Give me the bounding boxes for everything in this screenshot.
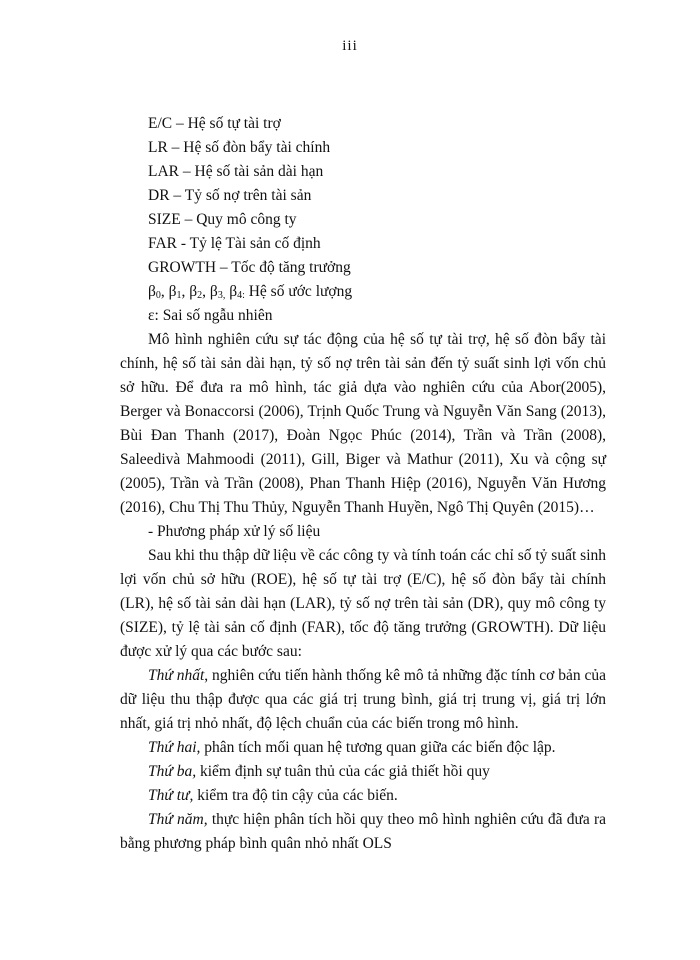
step-label: Thứ nhất bbox=[148, 667, 205, 684]
step-text: kiểm định sự tuân thủ của các giả thiết hồi quy bbox=[196, 763, 490, 780]
definition-item: FAR - Tỷ lệ Tài sản cố định bbox=[148, 235, 321, 252]
step-paragraph bbox=[120, 736, 606, 760]
method-heading: - Phương pháp xử lý số liệu bbox=[148, 523, 321, 540]
variable-definitions bbox=[120, 112, 606, 328]
beta-symbol: β bbox=[189, 283, 198, 300]
document-body bbox=[120, 112, 606, 856]
step-paragraph bbox=[120, 808, 606, 856]
beta-subscript: 3, bbox=[217, 290, 226, 301]
definition-item: DR – Tỷ số nợ trên tài sản bbox=[148, 187, 312, 204]
beta-symbol: β bbox=[148, 283, 156, 300]
beta-subscript: 2 bbox=[197, 290, 203, 301]
definition-item: GROWTH – Tốc độ tăng trưởng bbox=[148, 259, 351, 276]
beta-symbol: β bbox=[168, 283, 177, 300]
method-paragraph: Sau khi thu thập dữ liệu về các công ty và tính toán các chỉ số tỷ suất sinh lợi vốn chủ sở hữu (ROE), hệ số tự tài trợ (E/C), hệ số đòn bẩy tài chính (LR), hệ số tài sản dài hạn (LAR), tỷ số nợ trên tài sản (DR), quy mô công ty (SIZE), tỷ lệ tài sản cố định (FAR), tốc độ tăng trưởng (GROWTH). Dữ liệu được xử lý qua các bước sau: bbox=[120, 547, 606, 660]
step-text: , nghiên cứu tiến hành thống kê mô tả những đặc tính cơ bản của dữ liệu thu thập được qua các giá trị trung bình, giá trị trung vị, giá trị lớn nhất, giá trị nhỏ nhất, độ lệch chuẩn của các biến trong mô hình. bbox=[120, 667, 606, 732]
step-paragraph bbox=[120, 664, 606, 736]
beta-subscript: 0 bbox=[155, 290, 161, 301]
definition-item: LR – Hệ số đòn bẩy tài chính bbox=[148, 139, 331, 156]
step-paragraph bbox=[120, 760, 606, 784]
beta-symbol: β bbox=[229, 283, 238, 300]
step-label: Thứ hai, bbox=[148, 739, 201, 756]
definition-item: E/C – Hệ số tự tài trợ bbox=[148, 115, 281, 132]
beta-symbol: β bbox=[209, 283, 218, 300]
step-text: kiểm tra độ tin cậy của các biến. bbox=[193, 787, 398, 804]
page-number: iii bbox=[342, 38, 358, 54]
definition-item: SIZE – Quy mô công ty bbox=[148, 211, 297, 228]
step-label: Thứ năm, bbox=[148, 811, 208, 828]
error-term: ε: Sai số ngẫu nhiên bbox=[148, 307, 273, 324]
step-paragraph bbox=[120, 784, 606, 808]
model-paragraph: Mô hình nghiên cứu sự tác động của hệ số tự tài trợ, hệ số đòn bẩy tài chính, hệ số tài sản dài hạn, tỷ số nợ trên tài sản đến tỷ suất sinh lợi vốn chủ sở hữu. Để đưa ra mô hình, tác giả dựa vào nghiên cứu của Abor(2005), Berger và Bonaccorsi (2006), Trịnh Quốc Trung và Nguyễn Văn Sang (2013), Bùi Đan Thanh (2017), Đoàn Ngọc Phúc (2014), Trần và Trần (2008), Saleedivà Mahmoodi (2011), Gill, Biger và Mathur (2011), Xu và cộng sự (2005), Trần và Trần (2008), Phan Thanh Hiệp (2016), Nguyễn Văn Hương (2016), Chu Thị Thu Thủy, Nguyễn Thanh Huyền, Ngô Thị Quyên (2015)… bbox=[120, 331, 606, 516]
beta-subscript: 1 bbox=[176, 290, 182, 301]
step-text: thực hiện phân tích hồi quy theo mô hình nghiên cứu đã đưa ra bằng phương pháp bình quân nhỏ nhất OLS bbox=[120, 811, 606, 852]
step-label: Thứ ba, bbox=[148, 763, 197, 780]
coefficients-label: Hệ số ước lượng bbox=[248, 283, 353, 300]
coefficients-line: $\beta_0$, $\beta_1$, $\beta_2$, $\beta_{3,}$ $\beta_{4:}$ Hệ số ước lượng bbox=[148, 283, 353, 301]
step-label: Thứ tư, bbox=[148, 787, 194, 804]
definition-item: LAR – Hệ số tài sản dài hạn bbox=[148, 163, 324, 180]
step-text: phân tích mối quan hệ tương quan giữa các biến độc lập. bbox=[200, 739, 556, 756]
beta-subscript: 4: bbox=[237, 290, 245, 301]
